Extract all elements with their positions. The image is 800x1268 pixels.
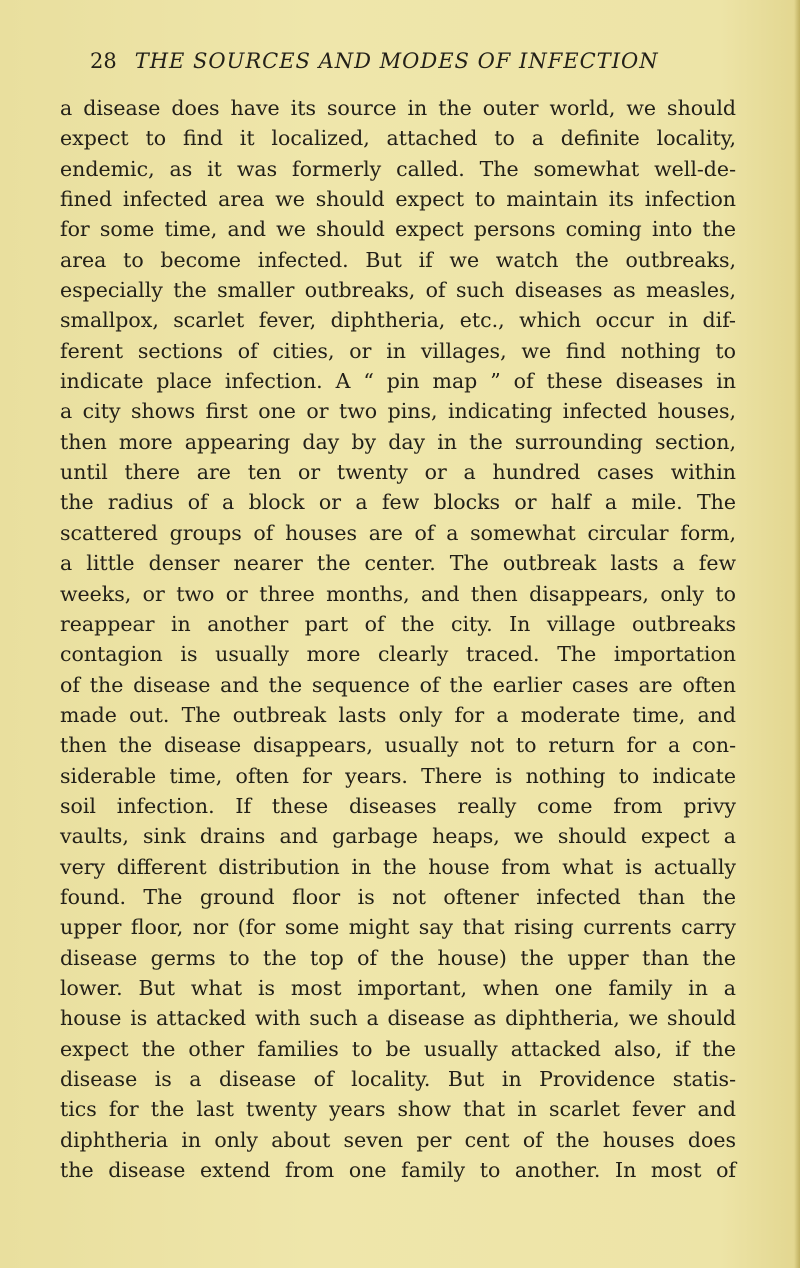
text-line: upper floor, nor (for some might say that rising currents carry bbox=[60, 915, 736, 940]
text-line: a disease does have its source in the outer world, we should bbox=[60, 96, 736, 120]
text-line: soil infection. If these diseases really come from privy bbox=[60, 793, 736, 818]
text-line: until there are ten or twenty or a hundred cases within bbox=[60, 460, 736, 485]
text-line: fined infected area we should expect to maintain its infection bbox=[60, 187, 736, 212]
text-line: made out. The outbreak lasts only for a moderate time, and bbox=[60, 702, 736, 727]
text-line: area to become infected. But if we watch the outbreaks, bbox=[60, 247, 736, 272]
text-line: house is attacked with such a disease as diphtheria, we should bbox=[60, 1006, 736, 1031]
text-line: tics for the last twenty years show that in scarlet fever and bbox=[60, 1097, 736, 1122]
text-line: weeks, or two or three months, and then disappears, only to bbox=[60, 581, 736, 606]
text-line: contagion is usually more clearly traced. The importation bbox=[60, 642, 736, 667]
text-line: the radius of a block or a few blocks or half a mile. The bbox=[60, 490, 736, 515]
text-line: diphtheria in only about seven per cent of the houses does bbox=[60, 1127, 736, 1152]
text-line: siderable time, often for years. There is nothing to indicate bbox=[60, 763, 736, 788]
text-line: disease germs to the top of the house) the upper than the bbox=[60, 945, 736, 970]
text-line: for some time, and we should expect persons coming into the bbox=[60, 217, 736, 242]
text-line: smallpox, scarlet fever, diphtheria, etc., which occur in dif- bbox=[60, 308, 736, 333]
text-line: the disease extend from one family to another. In most of bbox=[60, 1158, 736, 1183]
text-line: a little denser nearer the center. The outbreak lasts a few bbox=[60, 551, 736, 576]
page-edge-shadow bbox=[794, 0, 800, 1268]
text-line: of the disease and the sequence of the earlier cases are often bbox=[60, 672, 736, 697]
text-line: then more appearing day by day in the surrounding section, bbox=[60, 429, 736, 454]
text-line: endemic, as it was formerly called. The somewhat well-de- bbox=[60, 156, 736, 181]
text-line: indicate place infection. A “ pin map ” of these diseases in bbox=[60, 369, 736, 394]
text-line: especially the smaller outbreaks, of such diseases as measles, bbox=[60, 278, 736, 303]
text-line: lower. But what is most important, when one family in a bbox=[60, 975, 736, 1000]
text-line: reappear in another part of the city. In village outbreaks bbox=[60, 611, 736, 636]
running-head: THE SOURCES AND MODES OF INFECTION bbox=[134, 49, 659, 73]
text-line: expect to find it localized, attached to a definite locality, bbox=[60, 126, 736, 151]
text-line: a city shows first one or two pins, indicating infected houses, bbox=[60, 399, 736, 424]
text-line: very different distribution in the house from what is actually bbox=[60, 854, 736, 879]
body-text bbox=[60, 93, 736, 1185]
page-number: 28 bbox=[90, 49, 117, 73]
text-line: disease is a disease of locality. But in Providence statis- bbox=[60, 1067, 736, 1091]
text-line: expect the other families to be usually attacked also, if the bbox=[60, 1036, 736, 1061]
text-line: vaults, sink drains and garbage heaps, we should expect a bbox=[60, 824, 736, 849]
text-line: found. The ground floor is not oftener infected than the bbox=[60, 884, 736, 909]
text-line: ferent sections of cities, or in villages, we find nothing to bbox=[60, 338, 736, 363]
text-line: then the disease disappears, usually not to return for a con- bbox=[60, 733, 736, 758]
page-header bbox=[90, 44, 730, 78]
text-line: scattered groups of houses are of a somewhat circular form, bbox=[60, 520, 736, 545]
